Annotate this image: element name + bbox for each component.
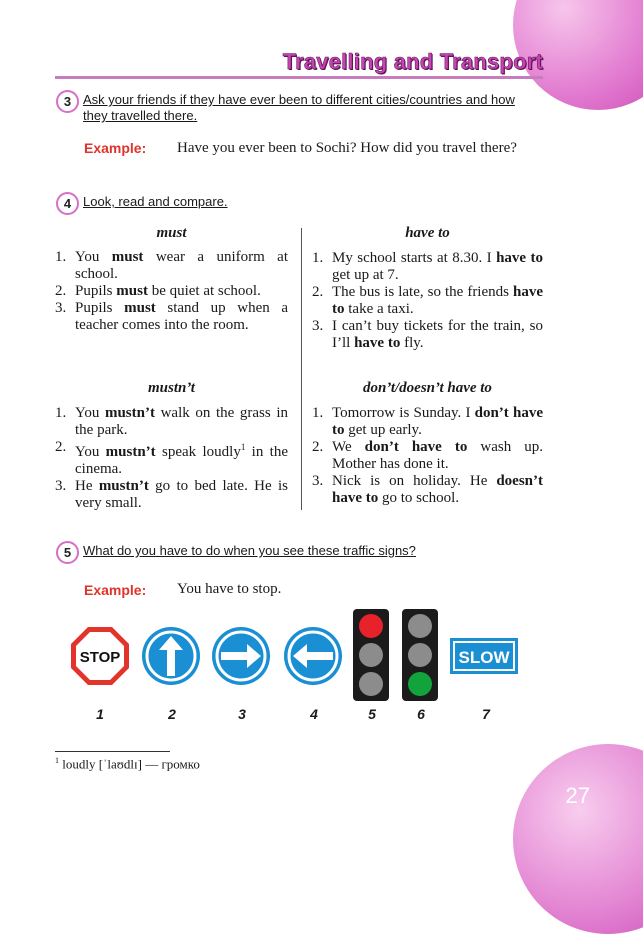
exercise-number-badge: 5 [56,541,79,564]
list-item: 1. You mustn’t walk on the grass in the park. [55,405,288,438]
list-item: 3. He mustn’t go to bed late. He is very small. [55,478,288,511]
list-item: 2. You mustn’t speak loudly$^1$ in the cinema. [55,439,288,477]
sign-number: 7 [482,706,490,722]
exercise-5 [56,541,546,563]
exercise-4 [56,192,356,214]
have-to-list [312,250,543,352]
example-label: Example: [84,140,147,156]
slow-sign-icon [450,638,518,674]
list-item: 2. The bus is late, so the friends have to take a taxi. [312,284,543,317]
column-heading-dont-have-to: don’t/doesn’t have to [363,380,492,396]
arrow-left-sign-icon [283,626,343,686]
footnote: $^1$ loudly [ˈlaʊdlɪ] — громко [55,756,200,772]
sign-number: 3 [238,706,246,722]
must-list [55,249,288,334]
list-item: 3. I can’t buy tickets for the train, so I’ll have to fly. [312,318,543,351]
exercise-3-instruction: Ask your friends if they have ever been to different cities/countries and how they travelled there. [83,92,515,123]
example-text: Have you ever been to Sochi? How did you travel there? [177,140,517,156]
example-text: You have to stop. [177,581,282,597]
example-label: Example: [84,582,147,598]
sign-number: 5 [368,706,376,722]
page-number: 27 [565,783,590,808]
page-title: Travelling and Transport [282,49,543,74]
traffic-light-green-icon [402,609,438,701]
column-heading-have-to: have to [405,225,450,241]
title-underline [55,76,543,79]
traffic-light-red-icon [353,609,389,701]
list-item: 1. My school starts at 8.30. I have to get up at 7. [312,250,544,283]
list-item: 2. We don’t have to wash up. Mother has done it. [312,439,544,472]
column-divider [301,228,302,510]
column-heading-must: must [156,225,187,241]
column-heading-mustnt: mustn’t [148,380,195,396]
svg-text:STOP: STOP [79,649,121,666]
exercise-4-instruction: Look, read and compare. [83,194,228,209]
exercise-3 [56,90,536,124]
list-item: 3. Pupils must stand up when a teacher comes into the room. [55,300,289,333]
mustnt-list [55,405,288,512]
sign-number: 2 [168,706,176,722]
arrow-up-sign-icon [141,626,201,686]
dont-have-to-list [312,405,543,507]
list-item: 1. You must wear a uniform at school. [55,249,288,282]
exercise-5-instruction: What do you have to do when you see these traffic signs? [83,543,416,558]
stop-sign-icon [70,626,130,686]
exercise-number-badge: 4 [56,192,79,215]
svg-text:SLOW: SLOW [458,648,510,667]
list-item: 2. Pupils must be quiet at school. [55,283,261,299]
sign-number: 6 [417,706,425,722]
list-item: 1. Tomorrow is Sunday. I don’t have to get up early. [312,405,543,438]
sign-number: 1 [96,706,104,722]
corner-decoration-bottom [513,744,643,934]
list-item: 3. Nick is on holiday. He doesn’t have to go to school. [312,473,543,506]
sign-number: 4 [310,706,318,722]
footnote-rule [55,751,170,752]
exercise-number-badge: 3 [56,90,79,113]
arrow-right-sign-icon [211,626,271,686]
